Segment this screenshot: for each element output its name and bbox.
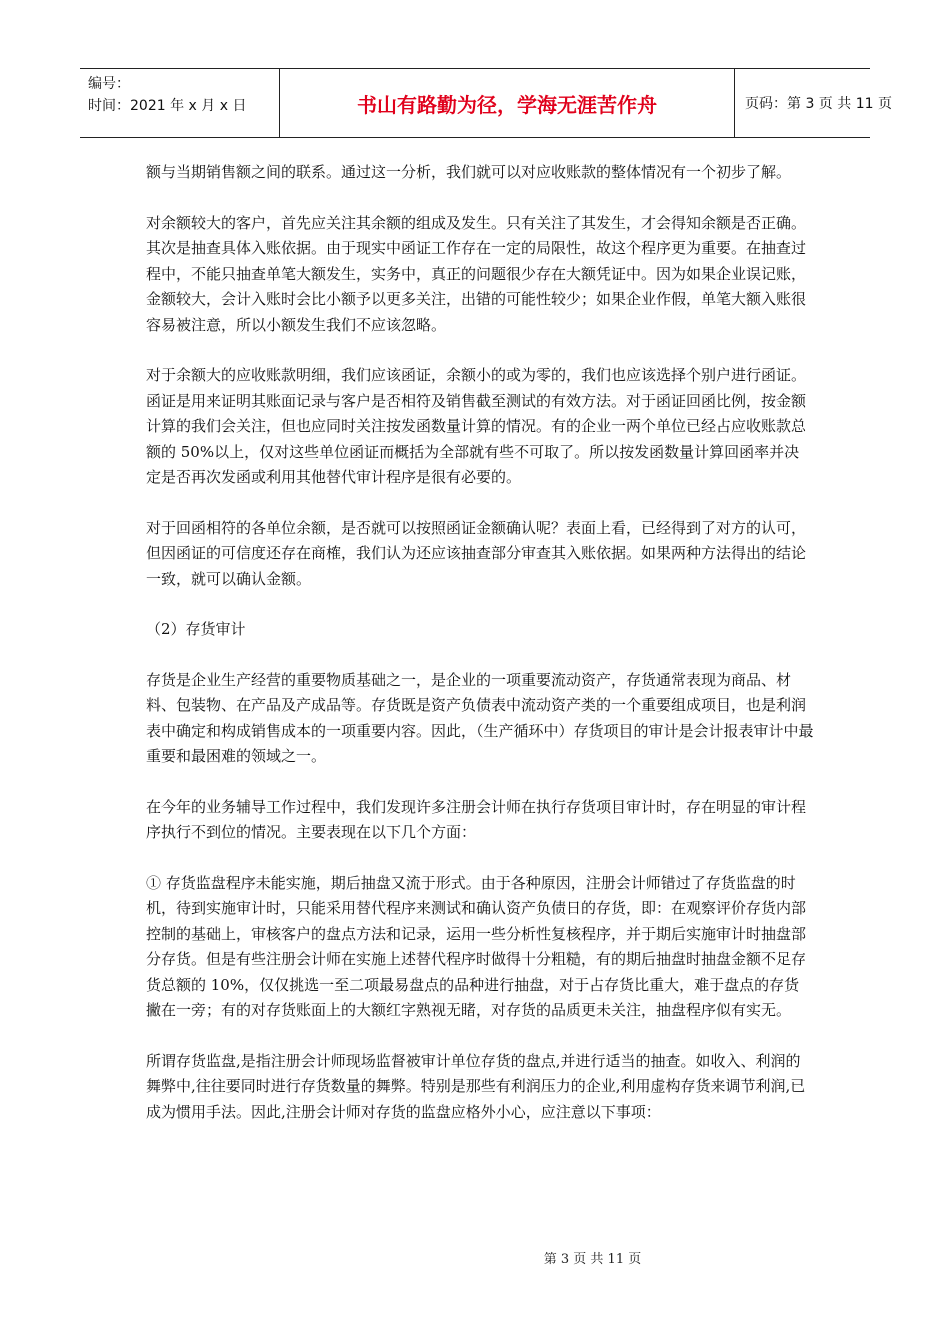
paragraph-8: 所谓存货监盘,是指注册会计师现场监督被审计单位存货的盘点,并进行适当的抽查。如收入、利润的舞弊中,往往要同时进行存货数量的舞弊。特别是那些有利润压力的企业,利用虚构存货来调节利润,已成为惯用手法。因此,注册会计师对存货的监盘应格外小心，应注意以下事项： — [146, 1051, 806, 1121]
header-page-info: 页码：第 3 页 共 11 页 — [745, 96, 892, 112]
paragraph-5: 存货是企业生产经营的重要物质基础之一，是企业的一项重要流动资产，存货通常表现为商品、材料、包装物、在产品及产成品等。存货既是资产负债表中流动资产类的一个重要组成项目，也是利润表中确定和构成销售成本的一项重要内容。因此，（生产循环中）存货项目的审计是会计报表审计中最重要和最困难的领域之一。 — [146, 670, 814, 765]
paragraph-7: ① 存货监盘程序未能实施，期后抽盘又流于形式。由于各种原因，注册会计师错过了存货监盘的时机，待到实施审计时，只能采用替代程序来测试和确认资产负债日的存货，即：在观察评价存货内部控制的基础上，审核客户的盘点方法和记录，运用一些分析性复核程序，并于期后实施审计时抽盘部分存货。但是有些注册会计师在实施上述替代程序时做得十分粗糙，有的期后抽盘时抽盘金额不足存货总额的 10%，仅仅挑选一至二项最易盘点的品种进行抽盘，对于占存货比重大，难于盘点的存货撇在一旁；有的对存货账面上的大额红字熟视无睹，对存货的品质更未关注，抽盘程序似有实无。 — [146, 873, 807, 1019]
paragraph-6: 在今年的业务辅导工作过程中，我们发现许多注册会计师在执行存货项目审计时，存在明显的审计程序执行不到位的情况。主要表现在以下几个方面： — [146, 797, 807, 841]
paragraph-1: 额与当期销售额之间的联系。通过这一分析，我们就可以对应收账款的整体情况有一个初步了解。 — [146, 163, 792, 181]
paragraph-2: 对余额较大的客户，首先应关注其余额的组成及发生。只有关注了其发生，才会得知余额是否正确。其次是抽查具体入账依据。由于现实中函证工作存在一定的局限性，故这个程序更为重要。在抽查过程中，不能只抽查单笔大额发生，实务中，真正的问题很少存在大额凭证中。因为如果企业误记账，金额较大，会计入账时会比小额予以更多关注，出错的可能性较少；如果企业作假，单笔大额入账很容易被注意，所以小额发生我们不应该忽略。 — [146, 213, 807, 334]
document-code-label: 编号： — [88, 76, 130, 92]
footer-page-number: 第 3 页 共 11 页 — [543, 1252, 642, 1267]
paragraph-4: 对于回函相符的各单位余额，是否就可以按照函证金额确认呢？表面上看，已经得到了对方的认可，但因函证的可信度还存在商榷，我们认为还应该抽查部分审查其入账依据。如果两种方法得出的结论一致，就可以确认金额。 — [146, 518, 807, 588]
page-footer — [0, 1248, 950, 1267]
header-motto: 书山有路勤为径，学海无涯苦作舟 — [280, 69, 735, 137]
section-heading-inventory-audit: （2）存货审计 — [146, 620, 246, 638]
document-date: 时间：2021 年 x 月 x 日 — [88, 98, 247, 114]
document-body — [146, 160, 814, 1150]
header-meta — [80, 69, 280, 137]
page-header — [80, 68, 892, 138]
paragraph-3: 对于余额大的应收账款明细，我们应该函证，余额小的或为零的，我们也应该选择个别户进行函证。函证是用来证明其账面记录与客户是否相符及销售截至测试的有效方法。对于函证回函比例，按金额计算的我们会关注，但也应同时关注按发函数量计算的情况。有的企业一两个单位已经占应收账款总额的 50%以上，仅对这些单位函证而概括为全部就有些不可取了。所以按发函数量计算回函率并决定是否再次发函或利用其他替代审计程序是很有必要的。 — [146, 366, 807, 486]
